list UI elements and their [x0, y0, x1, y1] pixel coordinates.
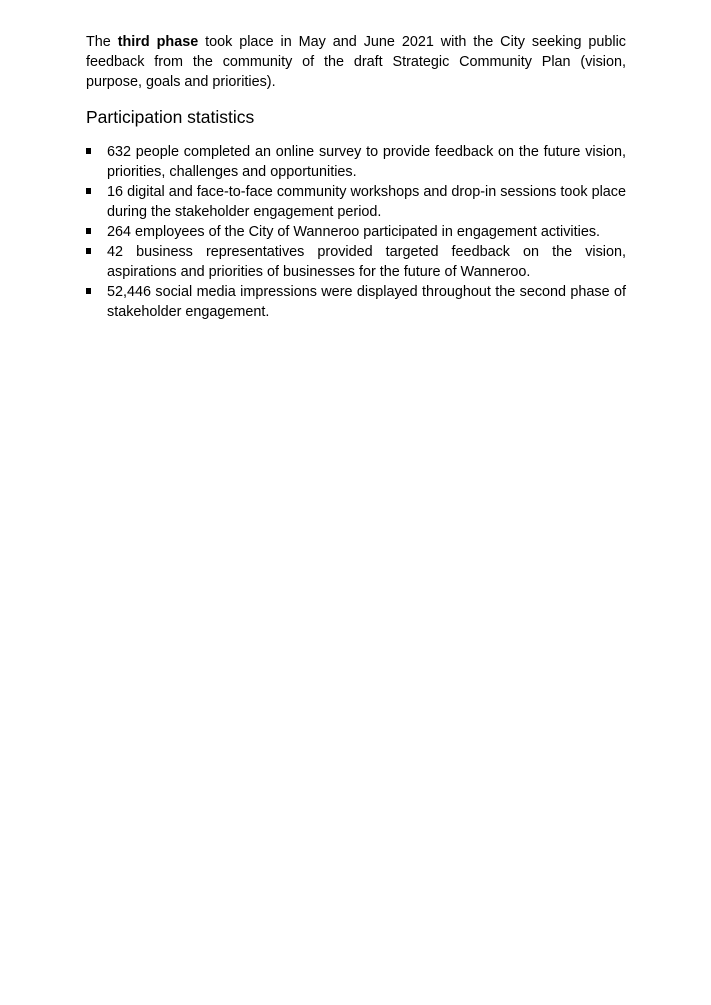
- list-item-text: 52,446 social media impressions were displayed throughout the second phase of stakeholder engagement.: [107, 284, 626, 320]
- list-item: [86, 182, 626, 222]
- list-item-text: 632 people completed an online survey to provide feedback on the future vision, priorities, challenges and opportunities.: [107, 144, 626, 180]
- list-item-text: 264 employees of the City of Wanneroo participated in engagement activities.: [107, 224, 601, 240]
- list-item: [86, 242, 626, 282]
- square-bullet-icon: [86, 188, 91, 194]
- square-bullet-icon: [86, 148, 91, 154]
- list-item: [86, 282, 626, 322]
- intro-suffix: took place in May and June 2021 with the City seeking public feedback from the community of the draft Strategic Community Plan (vision, purpose, goals and priorities).: [86, 34, 627, 90]
- list-item-text: 16 digital and face-to-face community workshops and drop-in sessions took place during the stakeholder engagement period.: [107, 184, 626, 220]
- intro-paragraph: [86, 32, 626, 92]
- document-page: [86, 32, 626, 322]
- list-item: [86, 142, 626, 182]
- list-item: [86, 222, 626, 242]
- square-bullet-icon: [86, 248, 91, 254]
- section-heading: Participation statistics: [86, 107, 255, 127]
- participation-list: [86, 142, 626, 322]
- list-item-text: 42 business representatives provided targeted feedback on the vision, aspirations and priorities of businesses for the future of Wanneroo.: [107, 244, 626, 280]
- square-bullet-icon: [86, 288, 91, 294]
- intro-prefix: The: [86, 34, 118, 50]
- intro-bold-phrase: third phase: [117, 34, 199, 50]
- square-bullet-icon: [86, 228, 91, 234]
